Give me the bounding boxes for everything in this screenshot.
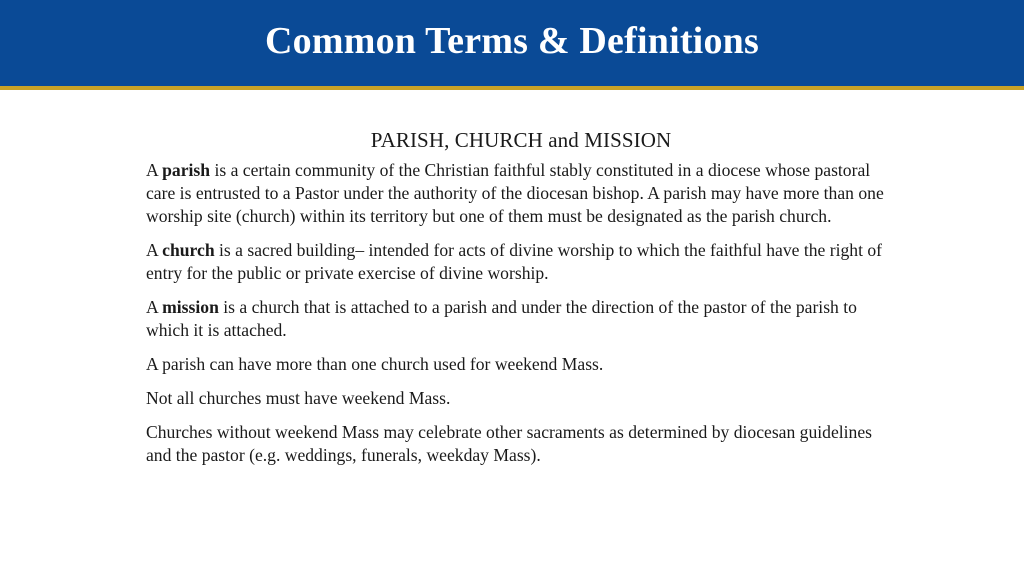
paragraph-multiple-churches: A parish can have more than one church used for weekend Mass. <box>146 354 604 374</box>
paragraph-text: is a church that is attached to a parish and under the direction of the pastor of the parish to which it is attached. <box>146 297 857 340</box>
slide-title: Common Terms & Definitions <box>265 20 759 62</box>
title-bar <box>0 0 1024 86</box>
gold-divider <box>0 86 1024 90</box>
paragraph-weekend-mass: Not all churches must have weekend Mass. <box>146 388 451 408</box>
content-body <box>146 128 896 478</box>
paragraph-church <box>146 239 896 285</box>
term-parish: parish <box>162 160 211 180</box>
paragraph-text: is a certain community of the Christian faithful stably constituted in a diocese whose pastoral care is entrusted to a Pastor under the authority of the diocesan bishop. A parish may have more than one worship site (church) within its territory but one of them must be designated as the parish church. <box>146 160 884 226</box>
paragraph-text: is a sacred building– intended for acts of divine worship to which the faithful have the right of entry for the public or private exercise of divine worship. <box>146 240 883 283</box>
term-mission: mission <box>162 297 219 317</box>
paragraph-prefix: A <box>146 160 163 180</box>
term-church: church <box>162 240 215 260</box>
paragraph-prefix: A <box>146 297 163 317</box>
paragraph-mission <box>146 296 896 342</box>
paragraph-parish <box>146 159 896 228</box>
paragraph-prefix: A <box>146 240 163 260</box>
paragraph-other-sacraments: Churches without weekend Mass may celebrate other sacraments as determined by diocesan guidelines and the pastor (e.g. weddings, funerals, weekday Mass). <box>146 422 872 465</box>
section-subtitle: PARISH, CHURCH and MISSION <box>370 128 672 152</box>
